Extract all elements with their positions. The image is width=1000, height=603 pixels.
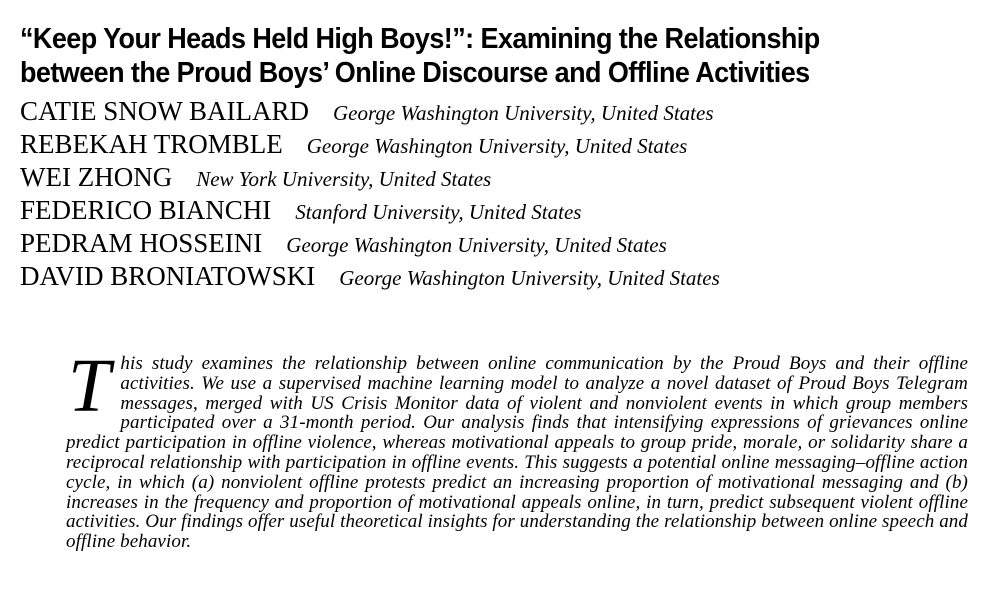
author-affiliation: Stanford University, United States [295,200,582,224]
author-affiliation: New York University, United States [196,167,492,191]
paper-title [20,22,922,90]
abstract-text: his study examines the relationship between online communication by the Proud Boys and their offline activities. We use a supervised machine learning model to analyze a novel dataset of Proud Boys Telegram messages, merged with US Crisis Monitor data of violent and nonviolent events in which group members participated over a 31-month period. Our analysis finds that intensifying expressions of grievances online predict participation in offline violence, whereas motivational appeals to group pride, morale, or solidarity share a reciprocal relationship with participation in offline events. This suggests a potential online messaging–offline action cycle, in which (a) nonviolent offline protests predict an increasing proportion of motivational messaging and (b) increases in the frequency and proportion of motivational appeals online, in turn, predict subsequent violent offline activities. Our findings offer useful theoretical insights for understanding the relationship between online speech and offline behavior. [66,353,968,553]
title-line-1: “Keep Your Heads Held High Boys!”: Examining the Relationship [20,23,820,55]
author-name: WEI ZHONG [20,162,173,192]
author-list [20,96,980,294]
abstract [66,344,968,553]
author-name: DAVID BRONIATOWSKI [20,261,316,291]
author-affiliation: George Washington University, United States [306,134,688,158]
author-entry [20,129,980,162]
author-name: CATIE SNOW BAILARD [20,96,309,126]
author-entry [20,228,980,261]
author-name: PEDRAM HOSSEINI [20,228,263,258]
author-entry [20,96,980,129]
author-affiliation: George Washington University, United States [286,233,667,257]
title-line-2: between the Proud Boys’ Online Discourse and Offline Activities [20,57,810,89]
abstract-drop-cap: T [68,344,111,428]
author-name: REBEKAH TROMBLE [20,129,283,159]
author-entry [20,195,980,228]
author-entry [20,162,980,195]
author-affiliation: George Washington University, United States [333,101,714,125]
author-affiliation: George Washington University, United States [339,266,720,290]
author-entry [20,261,980,294]
author-name: FEDERICO BIANCHI [20,195,272,225]
